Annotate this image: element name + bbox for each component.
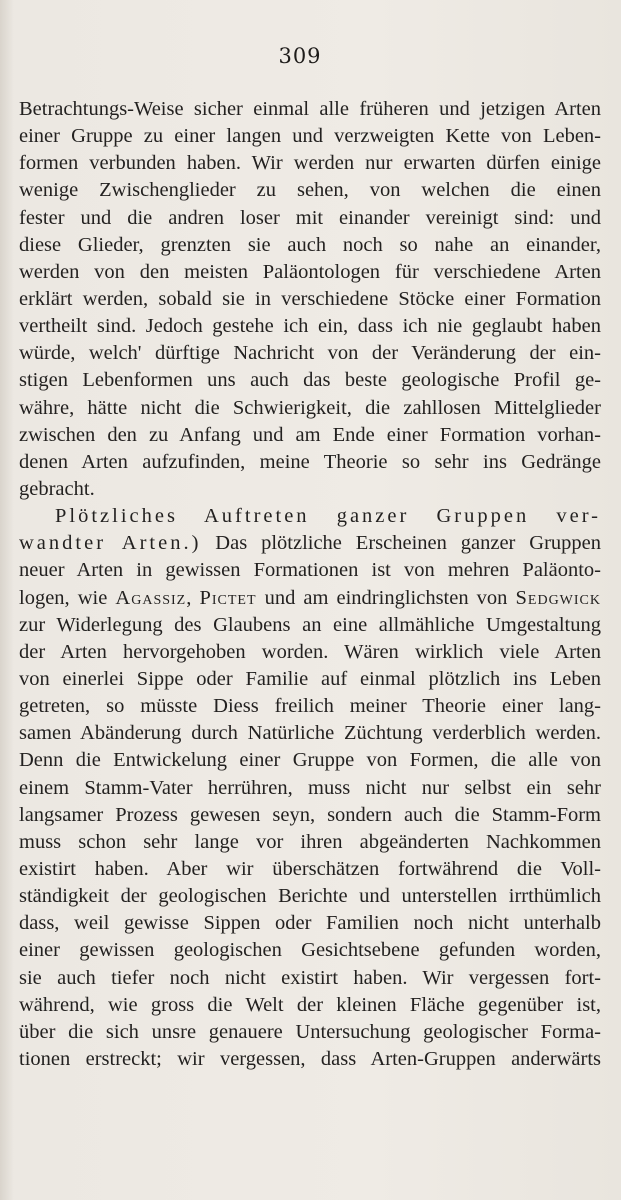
text-segment: tionen erstreckt; wir vergessen, dass Arten-Gruppen anderwärts bbox=[19, 1047, 601, 1070]
text-segment: formen verbunden haben. Wir werden nur erwarten dürfen einige bbox=[19, 152, 601, 175]
text-line bbox=[19, 585, 601, 612]
text-line bbox=[19, 503, 601, 530]
text-line bbox=[19, 313, 601, 340]
page-number: 309 bbox=[278, 44, 322, 68]
text-segment: einer gewissen geologischen Gesichtsebene gefunden worden, bbox=[19, 939, 601, 962]
text-segment: und am eindringlichsten von bbox=[256, 586, 516, 609]
text-segment: dass, weil gewisse Sippen oder Familien noch nicht unterhalb bbox=[19, 912, 601, 935]
text-line bbox=[19, 476, 601, 503]
text-line bbox=[19, 449, 601, 476]
text-segment: Das plötzliche Erscheinen ganzer Gruppen bbox=[201, 532, 601, 555]
text-line bbox=[19, 883, 601, 910]
text-line bbox=[19, 232, 601, 259]
text-line bbox=[19, 340, 601, 367]
text-segment: Denn die Entwickelung einer Gruppe von Formen, die alle von bbox=[19, 749, 601, 772]
text-line bbox=[19, 1046, 601, 1073]
text-line bbox=[19, 747, 601, 774]
text-line bbox=[19, 205, 601, 232]
text-line bbox=[19, 992, 601, 1019]
text-line bbox=[19, 123, 601, 150]
text-segment: muss schon sehr lange vor ihren abgeänderten Nachkommen bbox=[19, 830, 601, 853]
text-segment: gebracht. bbox=[19, 477, 95, 500]
text-line bbox=[19, 965, 601, 992]
text-line bbox=[19, 96, 601, 123]
text-segment: , bbox=[186, 586, 200, 609]
text-segment: würde, welch' dürftige Nachricht von der Veränderung der ein- bbox=[19, 342, 601, 365]
text-segment: langsamer Prozess gewesen seyn, sondern auch die Stamm-Form bbox=[19, 803, 601, 826]
author-name: Pictet bbox=[199, 586, 257, 609]
text-segment: währe, hätte nicht die Schwierigkeit, die zahllosen Mittelglieder bbox=[19, 396, 601, 419]
section-heading: Plötzliches Auftreten ganzer Gruppen ver- bbox=[55, 505, 601, 528]
text-segment: samen Abänderung durch Natürliche Züchtung verderblich werden. bbox=[19, 722, 601, 745]
text-segment: fester und die andren loser mit einander vereinigt sind: und bbox=[19, 206, 601, 229]
text-line bbox=[19, 1019, 601, 1046]
text-line bbox=[19, 177, 601, 204]
text-segment: zur Widerlegung des Glaubens an eine allmähliche Umgestaltung bbox=[19, 613, 601, 636]
text-segment: ständigkeit der geologischen Berichte und unterstellen irrthümlich bbox=[19, 885, 601, 908]
text-line bbox=[19, 557, 601, 584]
section-heading: wandter Arten.) bbox=[19, 532, 202, 555]
author-name: Sedgwick bbox=[515, 586, 601, 609]
text-segment: zwischen den zu Anfang und am Ende einer Formation vorhan- bbox=[19, 423, 601, 446]
author-name: Agassiz bbox=[115, 586, 187, 609]
text-segment: diese Glieder, grenzten sie auch noch so nahe an einander, bbox=[19, 233, 601, 256]
text-line bbox=[19, 802, 601, 829]
text-line bbox=[19, 829, 601, 856]
text-line bbox=[19, 367, 601, 394]
text-line bbox=[19, 612, 601, 639]
text-line bbox=[19, 639, 601, 666]
text-segment: von einerlei Sippe oder Familie auf einmal plötzlich ins Leben bbox=[19, 667, 601, 690]
text-line bbox=[19, 720, 601, 747]
text-segment: existirt haben. Aber wir überschätzen fortwährend die Voll- bbox=[19, 857, 601, 880]
text-segment: vertheilt sind. Jedoch gestehe ich ein, dass ich nie geglaubt haben bbox=[19, 315, 601, 338]
text-segment: einem Stamm-Vater herrühren, muss nicht nur selbst ein sehr bbox=[19, 776, 601, 799]
text-line bbox=[19, 286, 601, 313]
text-line bbox=[19, 910, 601, 937]
text-line bbox=[19, 666, 601, 693]
text-segment: neuer Arten in gewissen Formationen ist von mehren Paläonto- bbox=[19, 559, 601, 582]
text-segment: einer Gruppe zu einer langen und verzweigten Kette von Leben- bbox=[19, 125, 601, 148]
text-line bbox=[19, 530, 601, 557]
text-segment: wenige Zwischenglieder zu sehen, von welchen die einen bbox=[19, 179, 601, 202]
text-line bbox=[19, 693, 601, 720]
body-text bbox=[19, 96, 601, 1073]
text-segment: während, wie gross die Welt der kleinen Fläche gegenüber ist, bbox=[19, 993, 601, 1016]
text-segment: sie auch tiefer noch nicht existirt haben. Wir vergessen fort- bbox=[19, 966, 601, 989]
text-segment: Betrachtungs-Weise sicher einmal alle früheren und jetzigen Arten bbox=[19, 98, 601, 120]
text-segment: über die sich unsre genauere Untersuchung geologischer Forma- bbox=[19, 1020, 601, 1043]
text-segment: denen Arten aufzufinden, meine Theorie so sehr ins Gedränge bbox=[19, 450, 601, 473]
text-segment: getreten, so müsste Diess freilich meiner Theorie einer lang- bbox=[19, 695, 601, 718]
text-line bbox=[19, 856, 601, 883]
text-segment: erklärt werden, sobald sie in verschiedene Stöcke einer Formation bbox=[19, 287, 601, 310]
text-segment: stigen Lebenformen uns auch das beste geologische Profil ge- bbox=[19, 369, 601, 392]
text-line bbox=[19, 422, 601, 449]
text-line bbox=[19, 395, 601, 422]
text-line bbox=[19, 259, 601, 286]
text-segment: werden von den meisten Paläontologen für verschiedene Arten bbox=[19, 260, 601, 283]
text-line bbox=[19, 937, 601, 964]
text-line bbox=[19, 775, 601, 802]
text-line bbox=[19, 150, 601, 177]
text-segment: der Arten hervorgehoben worden. Wären wirklich viele Arten bbox=[19, 640, 601, 663]
text-segment: logen, wie bbox=[19, 586, 116, 609]
